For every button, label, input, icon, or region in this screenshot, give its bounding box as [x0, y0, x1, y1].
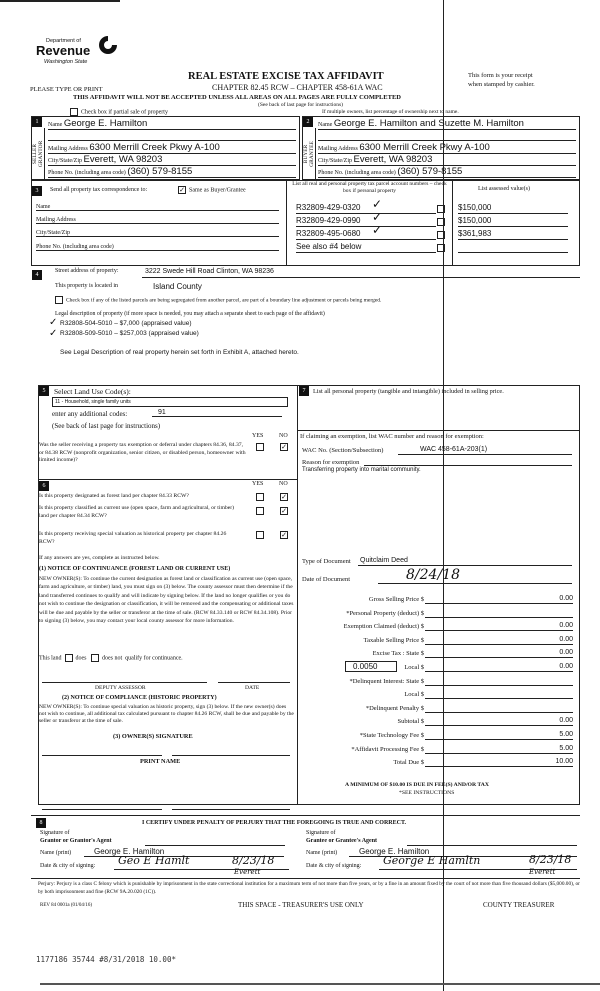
grantor-date-city[interactable]: Geo E Hamlt 8/23/18 Everett: [114, 857, 289, 870]
form-title: REAL ESTATE EXCISE TAX AFFIDAVIT: [188, 71, 384, 82]
fee-value[interactable]: 10.00: [425, 757, 573, 767]
q5-yes-checkbox[interactable]: [256, 443, 264, 451]
checkmark-icon: ✓: [49, 317, 58, 328]
fee-value[interactable]: [425, 608, 573, 618]
correspondence-city-field[interactable]: City/State/Zip: [36, 230, 279, 237]
grantee-signature-line[interactable]: [407, 845, 577, 846]
fee-label: Total Due $: [393, 759, 424, 766]
fee-label: Taxable Selling Price $: [363, 637, 424, 644]
doc-type-field[interactable]: Quitclaim Deed: [358, 556, 572, 566]
fee-value[interactable]: 0.00: [425, 648, 573, 658]
fee-label: *Affidavit Processing Fee $: [351, 746, 424, 753]
additional-codes-field[interactable]: 91: [152, 409, 282, 417]
q6-3-no-checkbox[interactable]: ✓: [281, 531, 287, 539]
q6-2-yes-checkbox[interactable]: [256, 507, 264, 515]
parcel-number[interactable]: R32809-495-0680: [296, 229, 436, 240]
fee-label: *Delinquent Interest: State $: [349, 678, 424, 685]
personal-property-checkbox[interactable]: [437, 218, 445, 226]
fee-value[interactable]: 0.00: [425, 594, 573, 604]
assessed-value[interactable]: $150,000: [458, 216, 568, 227]
fee-label: *Delinquent Penalty $: [365, 705, 424, 712]
seller-name-field[interactable]: Name George E. Hamilton: [48, 118, 296, 130]
fee-value[interactable]: 5.00: [425, 730, 573, 740]
grantee-signature: George E Hamltn: [383, 854, 481, 867]
fee-label: Subtotal $: [397, 718, 424, 725]
fee-value[interactable]: 0.00: [425, 662, 573, 672]
grantee-name-print[interactable]: George E. Hamilton: [349, 847, 577, 857]
fee-value[interactable]: 5.00: [425, 744, 573, 754]
does-not-checkbox[interactable]: [91, 654, 99, 662]
logo: Department of Revenue Washington State: [36, 38, 126, 74]
seller-mail-field[interactable]: Mailing Address 6300 Merrill Creek Pkwy A-100: [48, 142, 296, 154]
personal-property-checkbox[interactable]: [437, 231, 445, 239]
correspondence-name-field[interactable]: Name: [36, 204, 279, 211]
grantee-date-city[interactable]: George E Hamltn 8/23/18 Everett: [379, 857, 577, 870]
checkmark-icon: ✓: [372, 210, 383, 224]
assessed-value[interactable]: [458, 242, 568, 253]
fee-label: Excise Tax : State $: [372, 650, 424, 657]
checkmark-icon: ✓: [372, 197, 383, 211]
q6-1-yes-checkbox[interactable]: [256, 493, 264, 501]
fee-label: Local $: [404, 691, 424, 698]
does-checkbox[interactable]: [65, 654, 73, 662]
buyer-name-field[interactable]: Name George E. Hamilton and Suzette M. Hamilton: [318, 118, 576, 130]
exemption-reason[interactable]: Transferring property into marital community.: [302, 467, 421, 473]
seller-phone-field[interactable]: Phone No. (including area code) (360) 579-8155: [48, 166, 296, 178]
assessed-value[interactable]: $150,000: [458, 203, 568, 214]
fee-label: Exemption Claimed (deduct) $: [343, 623, 424, 630]
fee-value[interactable]: 0.00: [425, 716, 573, 726]
fee-value[interactable]: 0.00: [425, 635, 573, 645]
land-use-code-select[interactable]: 11 - Household, single family units: [52, 397, 288, 407]
q6-1-no-checkbox[interactable]: ✓: [281, 493, 287, 501]
parcel-number[interactable]: R32809-429-0320: [296, 203, 436, 214]
parcel-number[interactable]: R32809-429-0990: [296, 216, 436, 227]
q5-no-checkbox[interactable]: ✓: [281, 443, 287, 451]
same-as-buyer-checkbox[interactable]: ✓ Same as Buyer/Grantee: [179, 186, 246, 194]
q6-3-yes-checkbox[interactable]: [256, 531, 264, 539]
fee-label: Local $: [404, 664, 424, 671]
continuance-choice: This land does does not qualify for continuance.: [39, 655, 183, 662]
property-street[interactable]: 3222 Swede Hill Road Clinton, WA 98236: [145, 268, 274, 275]
correspondence-mail-field[interactable]: Mailing Address: [36, 217, 279, 224]
parcel-number[interactable]: See also #4 below: [296, 242, 436, 253]
dor-logo-icon: [98, 34, 118, 56]
local-rate-field[interactable]: 0.0050: [345, 661, 397, 672]
wac-number-field[interactable]: WAC 458-61A-203(1): [398, 445, 572, 455]
fee-label: *Personal Property (deduct) $: [346, 610, 424, 617]
fee-label: Gross Selling Price $: [368, 596, 424, 603]
checkmark-icon: ✓: [372, 223, 383, 237]
buyer-mail-field[interactable]: Mailing Address 6300 Merrill Creek Pkwy A-100: [318, 142, 576, 154]
scan-border: [0, 0, 120, 2]
checkmark-icon: ✓: [49, 328, 58, 339]
correspondence-phone-field[interactable]: Phone No. (including area code): [36, 244, 279, 251]
personal-property-checkbox[interactable]: [437, 244, 445, 252]
assessed-value[interactable]: $361,983: [458, 229, 568, 240]
cashier-stamp: 1177186 35744 #8/31/2018 10.00*: [36, 955, 176, 964]
fee-value[interactable]: [425, 676, 573, 686]
partial-sale-checkbox[interactable]: Check box if partial sale of property: [70, 108, 168, 116]
fee-value[interactable]: [425, 703, 573, 713]
buyer-city-field[interactable]: City/State/Zip Everett, WA 98203: [318, 154, 576, 166]
personal-property-checkbox[interactable]: [437, 205, 445, 213]
grantor-signature: Geo E Hamlt: [118, 854, 190, 867]
fee-label: *State Technology Fee $: [359, 732, 424, 739]
grantor-name-print[interactable]: George E. Hamilton: [84, 847, 284, 857]
doc-date-field[interactable]: 8/24/18: [378, 567, 572, 584]
grantor-signature-line[interactable]: [145, 845, 285, 846]
scan-border: [40, 983, 600, 985]
seller-city-field[interactable]: City/State/Zip Everett, WA 98203: [48, 154, 296, 166]
q6-2-no-checkbox[interactable]: ✓: [281, 507, 287, 515]
segregated-checkbox[interactable]: Check box if any of the listed parcels are being segregated from another parcel, are part of a boundary line adjustment or parcels being merged.: [55, 296, 381, 304]
fee-value[interactable]: [425, 689, 573, 699]
buyer-phone-field[interactable]: Phone No. (including area code) (360) 579-8155: [318, 166, 576, 178]
fee-value[interactable]: 0.00: [425, 621, 573, 631]
